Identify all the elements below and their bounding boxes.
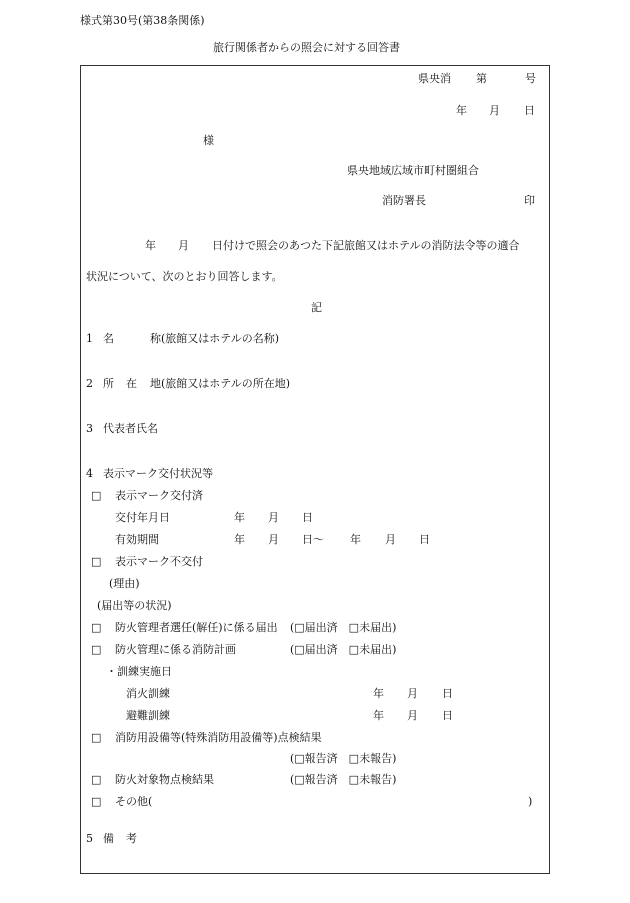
item1-label-b: 称(旅館又はホテルの名称) [150, 332, 280, 345]
extinguish-training-month: 月 [407, 687, 418, 700]
header-date-month: 月 [489, 104, 500, 117]
evacuation-training-year: 年 [373, 709, 384, 722]
validity-year-2: 年 [350, 533, 361, 546]
other-label: その他( [115, 795, 153, 808]
issue-date-year: 年 [234, 511, 245, 524]
validity-label: 有効期間 [115, 533, 159, 546]
organization-name: 県央地域広域市町村圏組合 [347, 164, 479, 177]
equipment-inspection-options: (□報告済 □未報告) [290, 752, 397, 765]
form-number: 様式第30号(第38条関係) [80, 14, 205, 27]
item3-number: 3 [86, 422, 93, 435]
not-issued-checkbox[interactable]: □ [91, 555, 102, 568]
ref-go: 号 [525, 72, 536, 85]
other-checkbox[interactable]: □ [91, 795, 102, 808]
item5-label-b: 考 [126, 832, 137, 845]
ki-heading: 記 [311, 301, 322, 314]
header-date-day: 日 [524, 104, 535, 117]
not-issued-label: 表示マーク不交付 [115, 555, 203, 568]
object-inspection-label: 防火対象物点検結果 [115, 773, 214, 786]
body-date-month: 月 [178, 239, 189, 252]
fire-plan-options: (□届出済 □未届出) [290, 643, 397, 656]
equipment-inspection-checkbox[interactable]: □ [91, 731, 102, 744]
validity-month-2: 月 [385, 533, 396, 546]
ref-dai: 第 [476, 72, 487, 85]
evacuation-training-label: 避難訓練 [126, 709, 170, 722]
body-line-1: 日付けで照会のあつた下記旅館又はホテルの消防法令等の適合 [212, 239, 520, 252]
item2-label-a: 所 [103, 377, 114, 390]
validity-day-2: 日 [419, 533, 430, 546]
header-date-year: 年 [456, 104, 467, 117]
other-close-paren: ) [528, 795, 533, 808]
fire-plan-label: 防火管理に係る消防計画 [115, 643, 236, 656]
seal-mark: 印 [524, 194, 535, 207]
chief-title: 消防署長 [382, 194, 426, 207]
validity-month-1: 月 [268, 533, 279, 546]
document-title: 旅行関係者からの照会に対する回答書 [213, 41, 400, 54]
item2-number: 2 [86, 377, 93, 390]
item4-number: 4 [86, 467, 93, 480]
item2-label-b: 在 [126, 377, 137, 390]
issued-checkbox[interactable]: □ [91, 489, 102, 502]
object-inspection-checkbox[interactable]: □ [91, 773, 102, 786]
fire-manager-options: (□届出済 □未届出) [290, 621, 397, 634]
item3-label: 代表者氏名 [103, 422, 158, 435]
validity-day-1: 日〜 [302, 533, 324, 546]
extinguish-training-day: 日 [442, 687, 453, 700]
issue-date-month: 月 [268, 511, 279, 524]
issue-date-label: 交付年月日 [115, 511, 170, 524]
validity-year-1: 年 [234, 533, 245, 546]
evacuation-training-month: 月 [407, 709, 418, 722]
issue-date-day: 日 [302, 511, 313, 524]
reason-label: (理由) [109, 577, 140, 590]
fire-plan-checkbox[interactable]: □ [91, 643, 102, 656]
item4-label: 表示マーク交付状況等 [103, 467, 213, 480]
item1-label-a: 名 [103, 332, 114, 345]
item1-number: 1 [86, 332, 93, 345]
body-line-2: 状況について、次のとおり回答します。 [86, 270, 283, 283]
item5-number: 5 [86, 832, 93, 845]
fire-manager-label: 防火管理者選任(解任)に係る届出 [115, 621, 278, 634]
addressee-suffix: 様 [203, 134, 214, 147]
extinguish-training-year: 年 [373, 687, 384, 700]
filing-status-label: (届出等の状況) [97, 599, 172, 612]
training-label: ・訓練実施日 [106, 665, 172, 678]
object-inspection-options: (□報告済 □未報告) [290, 773, 397, 786]
issued-label: 表示マーク交付済 [115, 489, 203, 502]
item5-label-a: 備 [103, 832, 114, 845]
evacuation-training-day: 日 [442, 709, 453, 722]
equipment-inspection-label: 消防用設備等(特殊消防用設備等)点検結果 [115, 731, 322, 744]
body-date-year: 年 [145, 239, 156, 252]
ref-prefix: 県央消 [418, 72, 451, 85]
fire-manager-checkbox[interactable]: □ [91, 621, 102, 634]
extinguish-training-label: 消火訓練 [126, 687, 170, 700]
item2-label-c: 地(旅館又はホテルの所在地) [150, 377, 291, 390]
